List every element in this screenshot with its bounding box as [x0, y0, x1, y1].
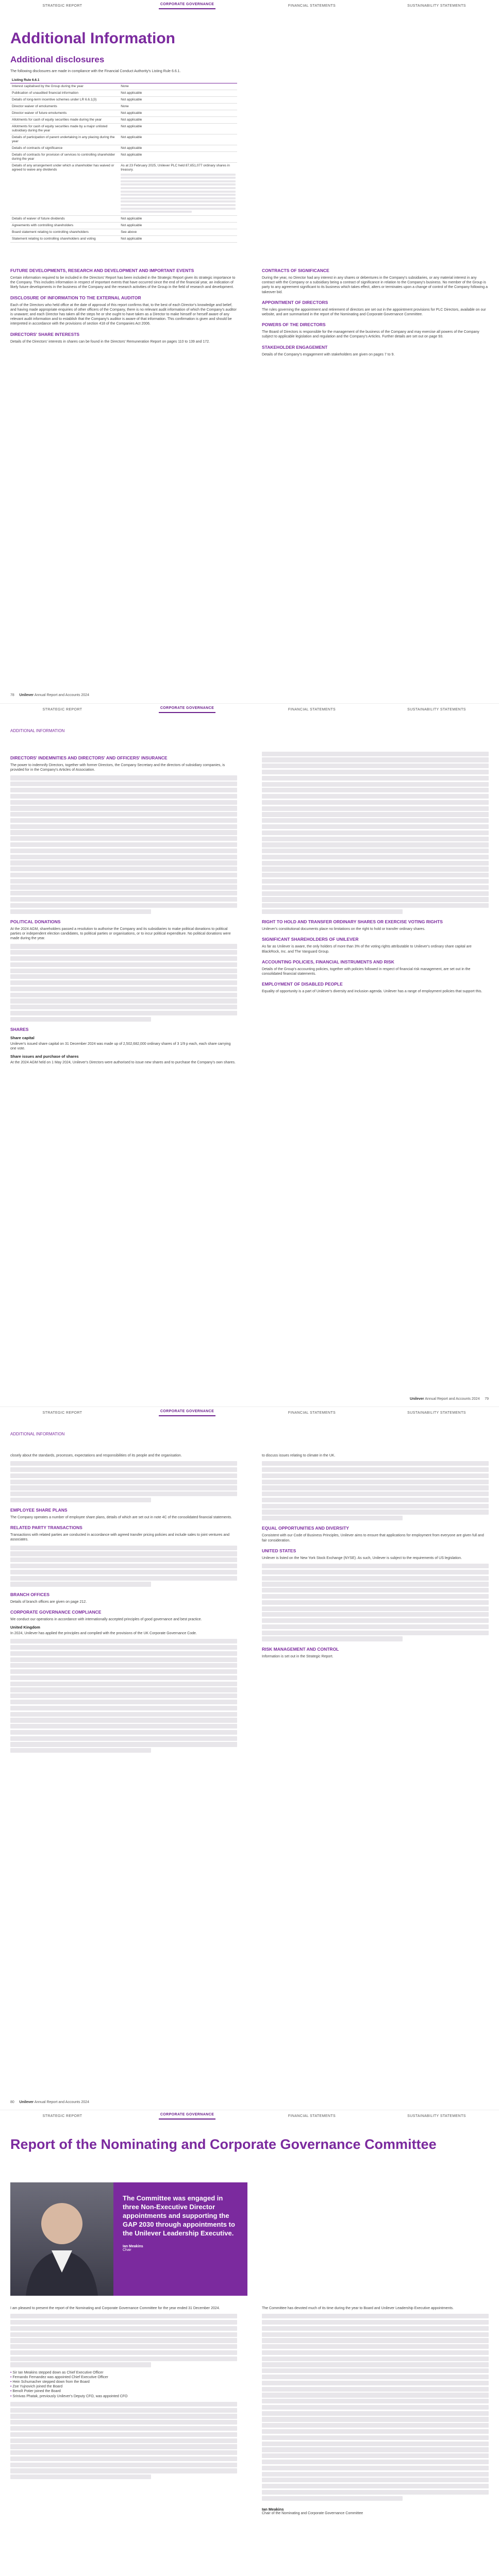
nav-strategic-report[interactable]: STRATEGIC REPORT	[42, 707, 82, 711]
heading-indemnities: DIRECTORS' INDEMNITIES AND DIRECTORS' AND OFFICERS' INSURANCE	[10, 755, 168, 760]
table-cell-value: Not applicable	[119, 134, 237, 145]
disclosures-table-wrapper	[10, 77, 237, 243]
left-column	[10, 263, 237, 347]
text-employee-share-plans: The Company operates a number of employee share plans, details of which are set out in note 4C of the consolidated financial statements.	[10, 1516, 232, 1520]
heading-future-developments: FUTURE DEVELOPMENTS, RESEARCH AND DEVELOPMENT AND IMPORTANT EVENTS	[10, 268, 194, 273]
nav-corporate-governance[interactable]: CORPORATE GOVERNANCE	[125, 1410, 250, 1416]
table-cell-item: Interest capitalised by the Group during the year	[10, 83, 119, 90]
table-row	[10, 124, 237, 134]
heading-stakeholder-engagement: STAKEHOLDER ENGAGEMENT	[262, 344, 328, 350]
list-item: • Hein Schumacher stepped down from the Board	[10, 2380, 237, 2384]
text-right-to-hold: Unilever's constitutional documents place no limitations on the right to hold or transfer ordinary shares.	[262, 927, 425, 931]
table-cell-value: Not applicable	[119, 235, 237, 242]
page-title: Report of the Nominating and Corporate Governance Committee	[10, 2137, 437, 2152]
left-column	[10, 750, 237, 1069]
table-cell-value: Not applicable	[119, 90, 237, 97]
table-cell-value	[119, 163, 237, 216]
chair-quote-box	[113, 2182, 247, 2296]
nav-sustainability-statements[interactable]: SUSTAINABILITY STATEMENTS	[407, 1411, 466, 1415]
table-cell-item: Details of any arrangement under which a shareholder has waived or agreed to waive any dividends	[10, 163, 119, 216]
chair-quote-role: Chair	[123, 2248, 131, 2252]
page-footer	[410, 1397, 489, 1401]
heading-employment-disabled: EMPLOYMENT OF DISABLED PEOPLE	[262, 981, 343, 987]
table-row	[10, 222, 237, 229]
table-row	[10, 97, 237, 104]
table-cell-item: Agreements with controlling shareholders	[10, 222, 119, 229]
nav-corporate-governance[interactable]: CORPORATE GOVERNANCE	[125, 706, 250, 713]
table-cell-item: Allotments for cash of equity securities made during the year	[10, 117, 119, 124]
heading-political-donations: POLITICAL DONATIONS	[10, 919, 61, 924]
running-header: ADDITIONAL INFORMATION	[10, 1432, 65, 1436]
heading-equal-opportunities: EQUAL OPPORTUNITIES AND DIVERSITY	[262, 1526, 350, 1531]
heading-appointment-directors: APPOINTMENT OF DIRECTORS	[262, 299, 328, 305]
list-item: • Fernando Fernandez was appointed Chief Executive Officer	[10, 2375, 237, 2380]
nav-strategic-report[interactable]: STRATEGIC REPORT	[42, 1411, 82, 1415]
text-future-developments: Certain information required to be included in the Directors' Report has been included in the Strategic Report given its strategic importance to the Company. This includes information in respect of important events that have occurred since the end of the financial year, an indication of likely future developments in the business of the Company and the research activities of the Group in the field of research and development.	[10, 276, 236, 290]
nav-financial-statements[interactable]: FINANCIAL STATEMENTS	[288, 4, 336, 8]
table-row	[10, 215, 237, 222]
text-risk-management: Information is set out in the Strategic Report.	[262, 1654, 334, 1658]
running-header: ADDITIONAL INFORMATION	[10, 728, 65, 733]
text-share-capital: Unilever's issued share capital on 31 December 2024 was made up of 2,502,682,000 ordinary shares of 3 1/9 p each, each share carrying one vote.	[10, 1042, 231, 1051]
table-cell-value: Not applicable	[119, 124, 237, 134]
table-cell-value: Not applicable	[119, 97, 237, 104]
text-governance-compliance: We conduct our operations in accordance with internationally accepted principles of good governance and best practice.	[10, 1617, 202, 1621]
section-subtitle: Additional disclosures	[10, 55, 105, 64]
table-cell-value: Not applicable	[119, 145, 237, 152]
heading-significant-shareholders: SIGNIFICANT SHAREHOLDERS OF UNILEVER	[262, 937, 359, 942]
table-cell-item: Allotments for cash of equity securities made by a major unlisted subsidiary during the year	[10, 124, 119, 134]
table-row	[10, 117, 237, 124]
list-item: • Srinivas Phatak, previously Unilever's Deputy CFO, was appointed CFO	[10, 2394, 237, 2399]
text-directors-share-interests: Details of the Directors' interests in shares can be found in the Directors' Remuneration Report on pages 110 to 139 and 172.	[10, 340, 210, 344]
table-cell-value: None	[119, 83, 237, 90]
table-row	[10, 83, 237, 90]
text-powers-directors: The Board of Directors is responsible for the management of the business of the Company and may exercise all powers of the Company subject to applicable legislation and regulation and the Company's Articles. Further details are set out on page 93.	[262, 330, 479, 339]
heading-shares: SHARES	[10, 1026, 29, 1032]
table-cell-value: Not applicable	[119, 222, 237, 229]
page-number: 79	[485, 1397, 489, 1401]
heading-united-kingdom: United Kingdom	[10, 1624, 40, 1630]
page-title: Additional Information	[10, 30, 175, 47]
table-cell-item: Details of long-term incentive schemes under LR 6.6.1(3)	[10, 97, 119, 104]
nav-sustainability-statements[interactable]: SUSTAINABILITY STATEMENTS	[407, 707, 466, 711]
person-portrait-icon	[10, 2182, 113, 2296]
heading-accounting-policies: ACCOUNTING POLICIES, FINANCIAL INSTRUMENTS AND RISK	[262, 959, 394, 964]
left-column	[10, 1453, 237, 1753]
text-accounting-policies: Details of the Group's accounting policies, together with policies followed in respect of financial risk management, are set out in the consolidated financial statements.	[262, 967, 471, 976]
footer-brand: Unilever	[410, 1397, 424, 1401]
right-column	[262, 263, 489, 360]
table-row	[10, 235, 237, 242]
report-body: The Committee has devoted much of its time during the year to Board and Unilever Leadership Executive appointments.	[262, 2307, 454, 2310]
heading-employee-share-plans: EMPLOYEE SHARE PLANS	[10, 1507, 68, 1513]
heading-disclosure-auditor: DISCLOSURE OF INFORMATION TO THE EXTERNAL AUDITOR	[10, 295, 141, 300]
heading-directors-share-interests: DIRECTORS' SHARE INTERESTS	[10, 331, 80, 337]
text-branch-offices: Details of branch offices are given on page 212.	[10, 1600, 87, 1604]
nav-strategic-report[interactable]: STRATEGIC REPORT	[42, 2114, 82, 2118]
table-cell-item: Details of waiver of future dividends	[10, 215, 119, 222]
heading-powers-directors: POWERS OF THE DIRECTORS	[262, 322, 326, 328]
top-navigation	[0, 0, 499, 11]
right-column	[262, 1453, 489, 1662]
left-column	[10, 2306, 237, 2479]
table-cell-item: Details of contracts of significance	[10, 145, 119, 152]
text-disclosure-auditor: Each of the Directors who held office at the date of approval of this report confirms that, to the best of each Director's knowledge and belief, and having made appropriate enquiries of other officers of the Company, there is no relevant audit information of which the Company's auditor is unaware; and each Director has taken all the steps he or she ought to have taken as a Director to make himself or herself aware of any relevant audit information and to establish that the Company's auditor is aware of that information. This confirmation is given and should be interpreted in accordance with the provisions of section 418 of the Companies Act 2006.	[10, 303, 237, 326]
table-row	[10, 110, 237, 117]
text-appointment-directors: The rules governing the appointment and retirement of directors are set out in the appointment provisions for PLC Directors, available on our website, and are summarised in the report of the Nominating and Corporate Governance Committee.	[262, 308, 486, 317]
nav-corporate-governance[interactable]: CORPORATE GOVERNANCE	[125, 3, 250, 9]
table-row	[10, 90, 237, 97]
right-column	[262, 2306, 489, 2515]
right-column	[262, 750, 489, 997]
page-footer	[10, 693, 89, 697]
nav-strategic-report[interactable]: STRATEGIC REPORT	[42, 4, 82, 8]
top-navigation	[0, 2110, 499, 2122]
footer-brand: Unilever	[19, 2100, 34, 2104]
table-row	[10, 145, 237, 152]
table-row	[10, 163, 237, 216]
table-cell-item: Director waiver of future emoluments	[10, 110, 119, 117]
page-number: 78	[10, 693, 14, 697]
text-political-donations: At the 2024 AGM, shareholders passed a resolution to authorise the Company and its subsidiaries to make political donations to political parties or independent election candidates, to political parties or organisations, or to incur political expenditure. No political donations were made during the year.	[10, 927, 231, 941]
table-cell-value-text: As at 23 February 2025, Unilever PLC held 87,651,077 ordinary shares in treasury.	[121, 164, 230, 172]
text-united-states: Unilever is listed on the New York Stock Exchange (NYSE). As such, Unilever is subject to the requirements of US legislation.	[262, 1556, 462, 1560]
footer-title: Annual Report and Accounts 2024	[34, 2100, 89, 2104]
text-indemnities: The power to indemnify Directors, together with former Directors, the Company Secretary and the directors of subsidiary companies, is provided for in the Company's Articles of Association.	[10, 764, 225, 772]
heading-branch-offices: BRANCH OFFICES	[10, 1591, 50, 1597]
heading-risk-management: RISK MANAGEMENT AND CONTROL	[262, 1646, 339, 1652]
top-navigation	[0, 704, 499, 715]
page-additional-information-3	[0, 1406, 499, 2110]
nav-financial-statements[interactable]: FINANCIAL STATEMENTS	[288, 707, 336, 711]
table-header-cell	[119, 77, 237, 83]
top-navigation	[0, 1407, 499, 1418]
disclosures-table	[10, 77, 237, 243]
heading-governance-compliance: CORPORATE GOVERNANCE COMPLIANCE	[10, 1609, 102, 1615]
table-row	[10, 104, 237, 110]
heading-share-issues: Share issues and purchase of shares	[10, 1054, 79, 1059]
text-share-issues: At the 2024 AGM held on 1 May 2024, Unilever's Directors were authorised to issue new shares and to purchase the Company's own shares.	[10, 1061, 236, 1065]
heading-contracts-significance: CONTRACTS OF SIGNIFICANCE	[262, 268, 329, 273]
table-cell-item: Board statement relating to controlling shareholders	[10, 229, 119, 235]
list-item: • Zoe Yujnovich joined the Board	[10, 2384, 237, 2389]
footer-title: Annual Report and Accounts 2024	[34, 693, 89, 697]
table-cell-value: Not applicable	[119, 215, 237, 222]
table-header-cell: Listing Rule 6.6.1	[10, 77, 119, 83]
table-cell-value: None	[119, 104, 237, 110]
page-number: 80	[10, 2100, 14, 2104]
page-footer	[10, 2100, 89, 2104]
disclosures-intro: The following disclosures are made in compliance with the Financial Conduct Authority's Listing Rule 6.6.1.	[10, 70, 181, 73]
table-row	[10, 134, 237, 145]
footer-brand: Unilever	[19, 693, 34, 697]
page-additional-information-2	[0, 703, 499, 1406]
page-nominating-committee-report	[0, 2110, 499, 2576]
text-employment-disabled: Equality of opportunity is a part of Unilever's diversity and inclusion agenda. Unilever has a range of employment policies that support this.	[262, 990, 483, 994]
table-header-row	[10, 77, 237, 83]
page-additional-information-1	[0, 0, 499, 703]
chair-quote-name: Ian Meakins	[123, 2245, 143, 2248]
chair-quote: The Committee was engaged in three Non-Executive Director appointments and supporting the GAP 2030 through appointments to the Unilever Leadership Executive.	[123, 2194, 235, 2237]
nav-financial-statements[interactable]: FINANCIAL STATEMENTS	[288, 2114, 336, 2118]
text-stakeholder-engagement: Details of the Company's engagement with stakeholders are given on pages 7 to 9.	[262, 352, 395, 357]
table-row	[10, 229, 237, 235]
text-united-kingdom: In 2024, Unilever has applied the principles and complied with the provisions of the UK Corporate Governance Code.	[10, 1631, 197, 1635]
table-cell-value: Not applicable	[119, 117, 237, 124]
board-changes-list	[10, 2370, 237, 2399]
text-contracts-significance: During the year, no Director had any interest in any shares or debentures in the Company's subsidiaries, or any material interest in any contract with the Company or a subsidiary being a contract of significance in relation to the Company's business. No member of the Group is party to any agreement significant to its business which takes effect, alters or terminates upon a change of control of the Company following a takeover bid.	[262, 276, 488, 294]
text-significant-shareholders: As far as Unilever is aware, the only holders of more than 3% of the voting rights attributable to Unilever's ordinary share capital are BlackRock, Inc. and The Vanguard Group.	[262, 945, 472, 954]
table-cell-item: Publication of unaudited financial information	[10, 90, 119, 97]
table-cell-value: See above	[119, 229, 237, 235]
table-row	[10, 152, 237, 163]
report-intro: I am pleased to present the report of the Nominating and Corporate Governance Committee for the year ended 31 December 2024.	[10, 2307, 220, 2310]
table-cell-value: Not applicable	[119, 152, 237, 163]
table-cell-item: Director waiver of emoluments	[10, 104, 119, 110]
heading-united-states: UNITED STATES	[262, 1548, 296, 1553]
signature-role: Chair of the Nominating and Corporate Governance Committee	[262, 2511, 363, 2515]
table-cell-item: Statement relating to controlling shareholders and voting	[10, 235, 119, 242]
footer-title: Annual Report and Accounts 2024	[425, 1397, 480, 1401]
list-item: • Benoît Potier joined the Board	[10, 2389, 237, 2394]
heading-share-capital: Share capital	[10, 1035, 35, 1040]
text-climate-continued: to discuss issues relating to climate in the UK.	[262, 1454, 336, 1458]
table-cell-value: Not applicable	[119, 110, 237, 117]
heading-related-party: RELATED PARTY TRANSACTIONS	[10, 1525, 82, 1531]
text-standards-continued: closely about the standards, processes, expectations and responsibilities of its people and the organisation.	[10, 1454, 182, 1458]
nav-sustainability-statements[interactable]: SUSTAINABILITY STATEMENTS	[407, 2114, 466, 2118]
table-cell-item: Details of contracts for provision of services to controlling shareholder during the year	[10, 152, 119, 163]
nav-corporate-governance[interactable]: CORPORATE GOVERNANCE	[125, 2113, 250, 2120]
table-cell-item: Details of participation of parent undertaking in any placing during the year	[10, 134, 119, 145]
nav-financial-statements[interactable]: FINANCIAL STATEMENTS	[288, 1411, 336, 1415]
text-equal-opportunities: Consistent with our Code of Business Principles, Unilever aims to ensure that applications for employment from everyone are given full and fair consideration.	[262, 1534, 484, 1543]
heading-right-to-hold: RIGHT TO HOLD AND TRANSFER ORDINARY SHARES OR EXERCISE VOTING RIGHTS	[262, 919, 443, 925]
chair-photo	[10, 2182, 113, 2296]
signature-name: Ian Meakins	[262, 2506, 284, 2512]
nav-sustainability-statements[interactable]: SUSTAINABILITY STATEMENTS	[407, 4, 466, 8]
list-item: • Sir Ian Meakins stepped down as Chief Executive Officer	[10, 2370, 237, 2375]
text-related-party: Transactions with related parties are conducted in accordance with agreed transfer pricing policies and include sales to joint ventures and associates.	[10, 1533, 230, 1542]
